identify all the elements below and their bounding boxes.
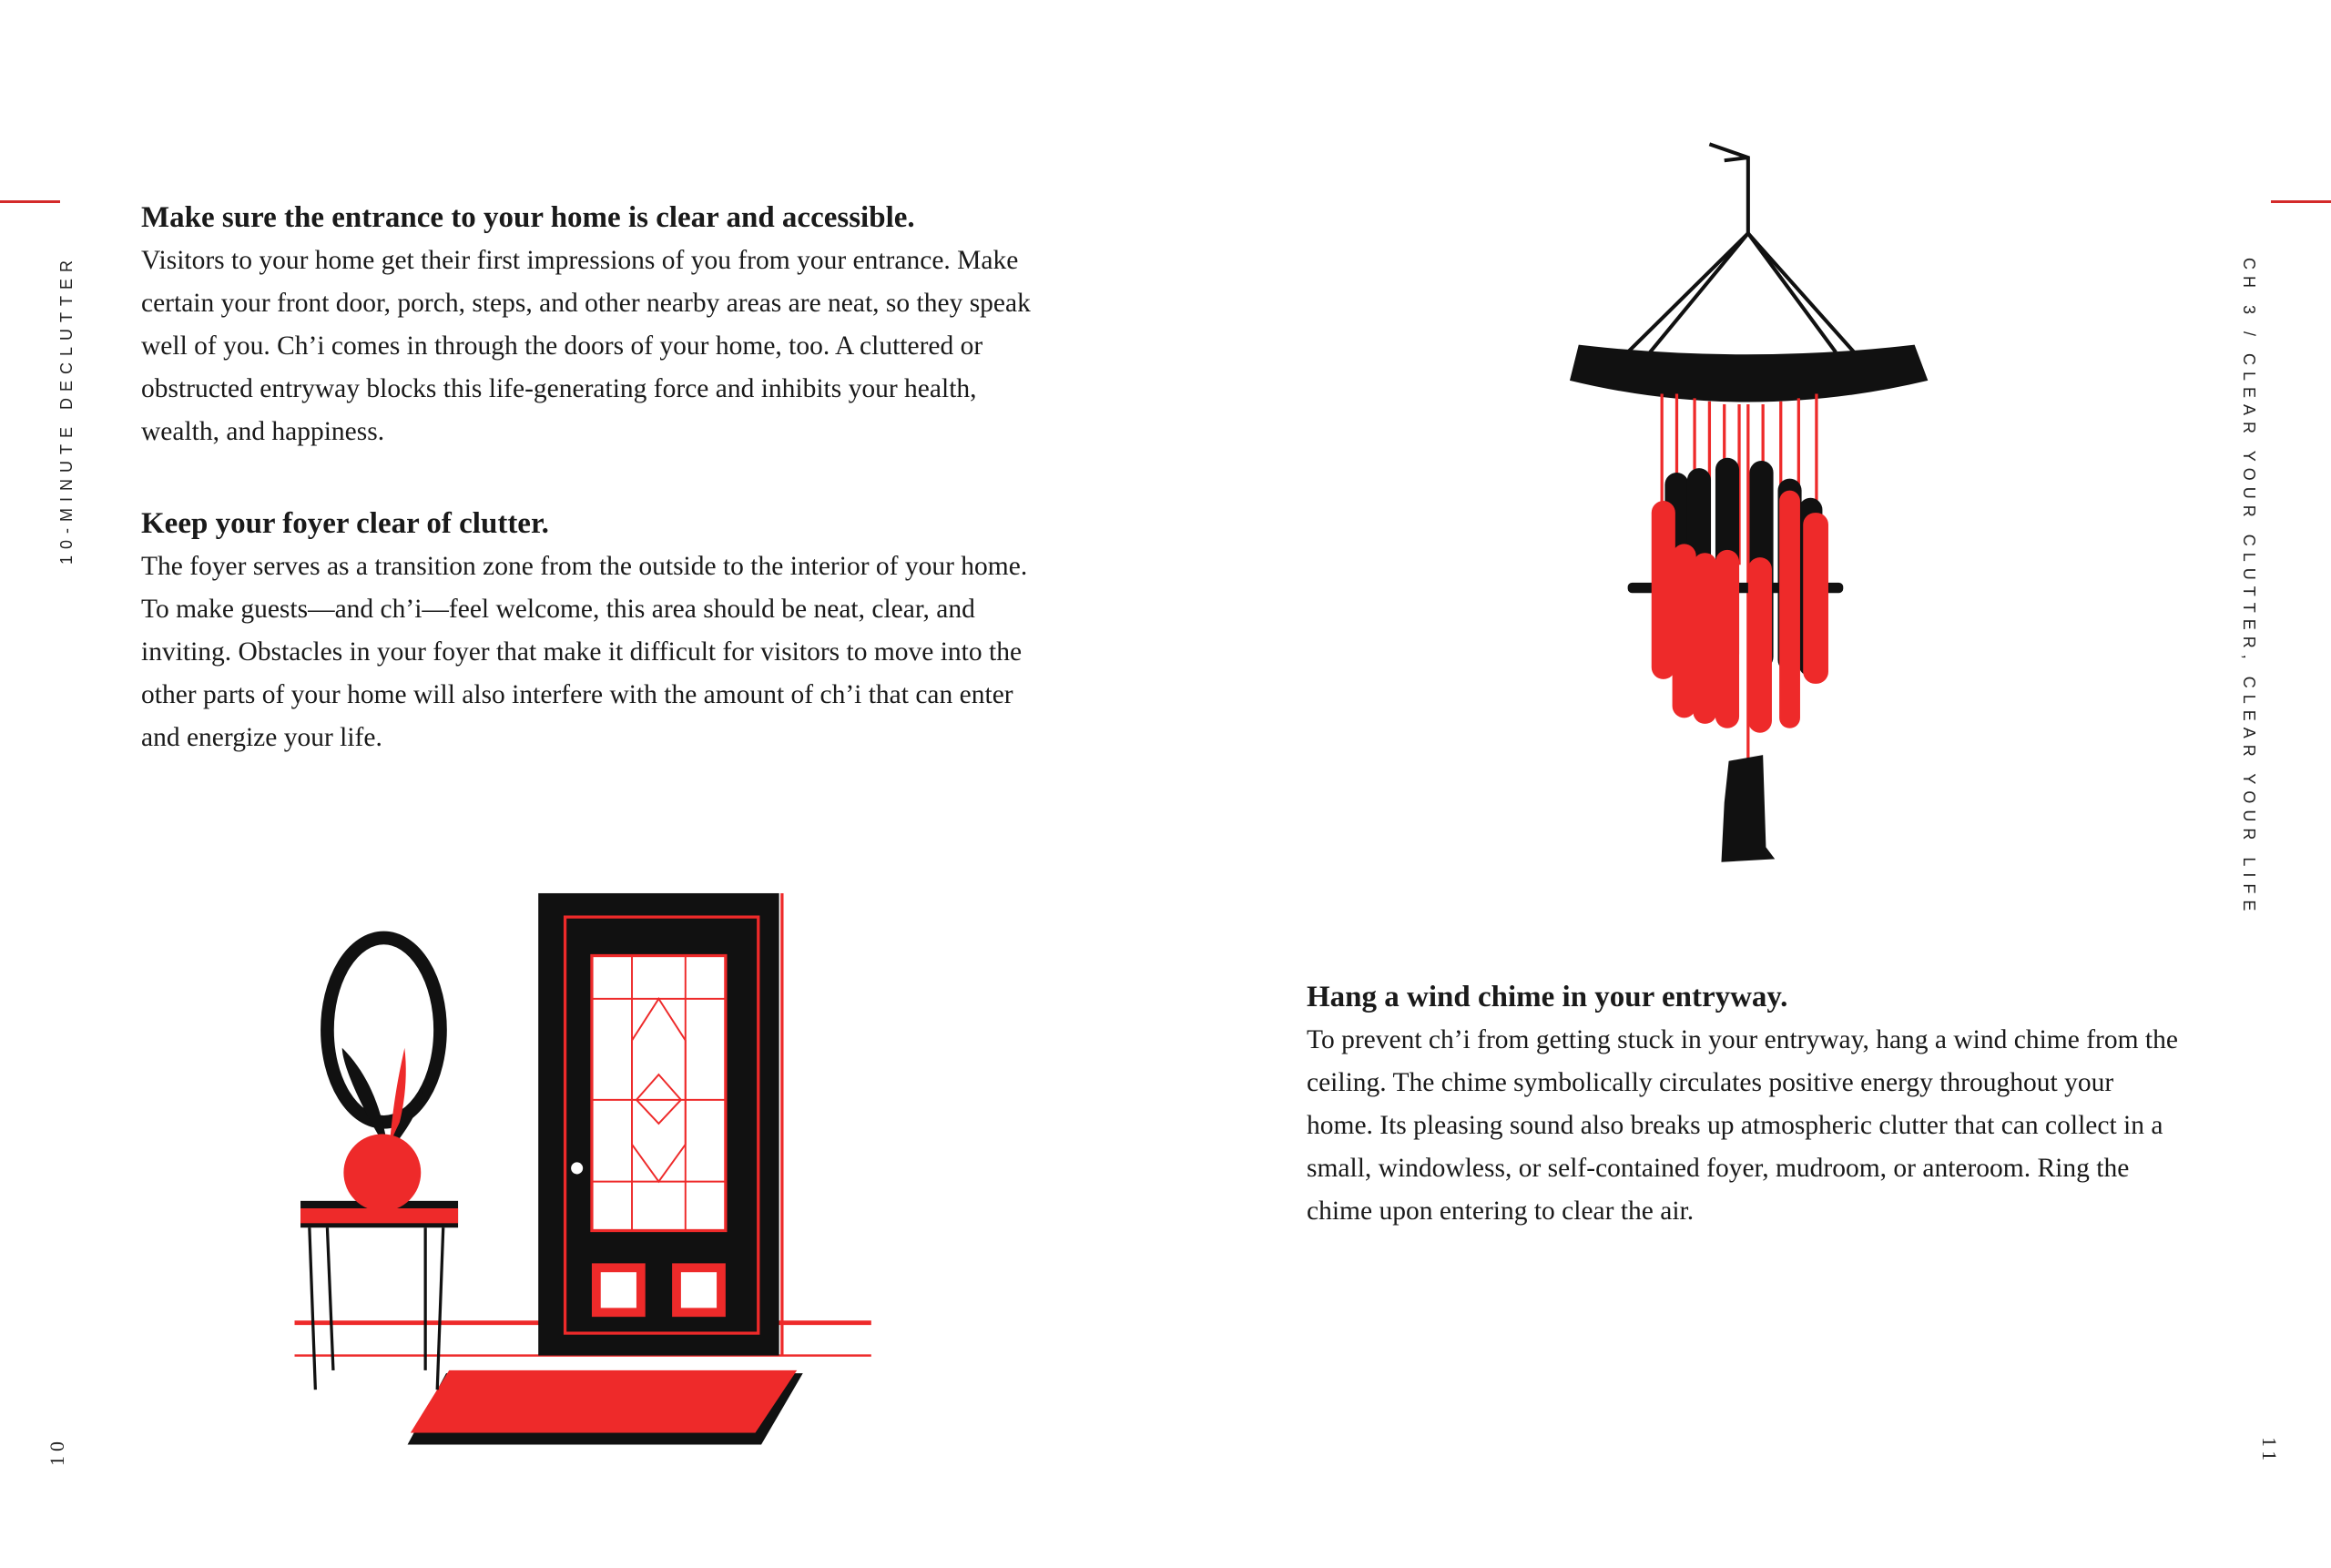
left-running-head: 10-MINUTE DECLUTTER: [57, 253, 76, 565]
door-icon: [538, 893, 782, 1356]
entryway-illustration: [295, 893, 871, 1445]
side-table-icon: [300, 1201, 458, 1390]
right-running-head: CH 3 / CLEAR YOUR CLUTTER, CLEAR YOUR LIFE: [2240, 258, 2258, 918]
section-heading: Make sure the entrance to your home is clear and accessible.: [141, 201, 915, 234]
section-body: The foyer serves as a transition zone from the outside to the interior of your home. To make guests—and ch’i—feel welcome, this area should be neat, clear, and inviting. Obstacles in your foyer that make it difficult for visitors to move into the other parts of your home will also interfere with the amount of ch’i that can enter and energize your life.: [141, 552, 1028, 752]
section-heading: Hang a wind chime in your entryway.: [1307, 981, 1788, 1013]
plant-vase-icon: [342, 1048, 424, 1212]
doormat-icon: [408, 1370, 803, 1445]
mirror-icon: [327, 938, 440, 1122]
section-heading: Keep your foyer clear of clutter.: [141, 507, 549, 540]
section-body: To prevent ch’i from getting stuck in your entryway, hang a wind chime from the ceiling. The chime symbolically circulates positive energy throughout your home. Its pleasing sound also breaks up atmospheric clutter that can collect in a small, windowless, or self-contained foyer, mudroom, or anteroom. Ring the chime upon entering to clear the air.: [1307, 1025, 2178, 1226]
wind-chime-illustration: [1570, 144, 1928, 861]
left-page-number: 10: [46, 1437, 68, 1466]
right-page-number: 11: [2258, 1437, 2281, 1466]
section-body: Visitors to your home get their first impressions of you from your entrance. Make certain your front door, porch, steps, and other nearby areas are neat, so they speak well of you. Ch’i comes in through the doors of your home, too. A cluttered or obstructed entryway blocks this life-generating force and inhibits your health, wealth, and happiness.: [141, 246, 1031, 446]
